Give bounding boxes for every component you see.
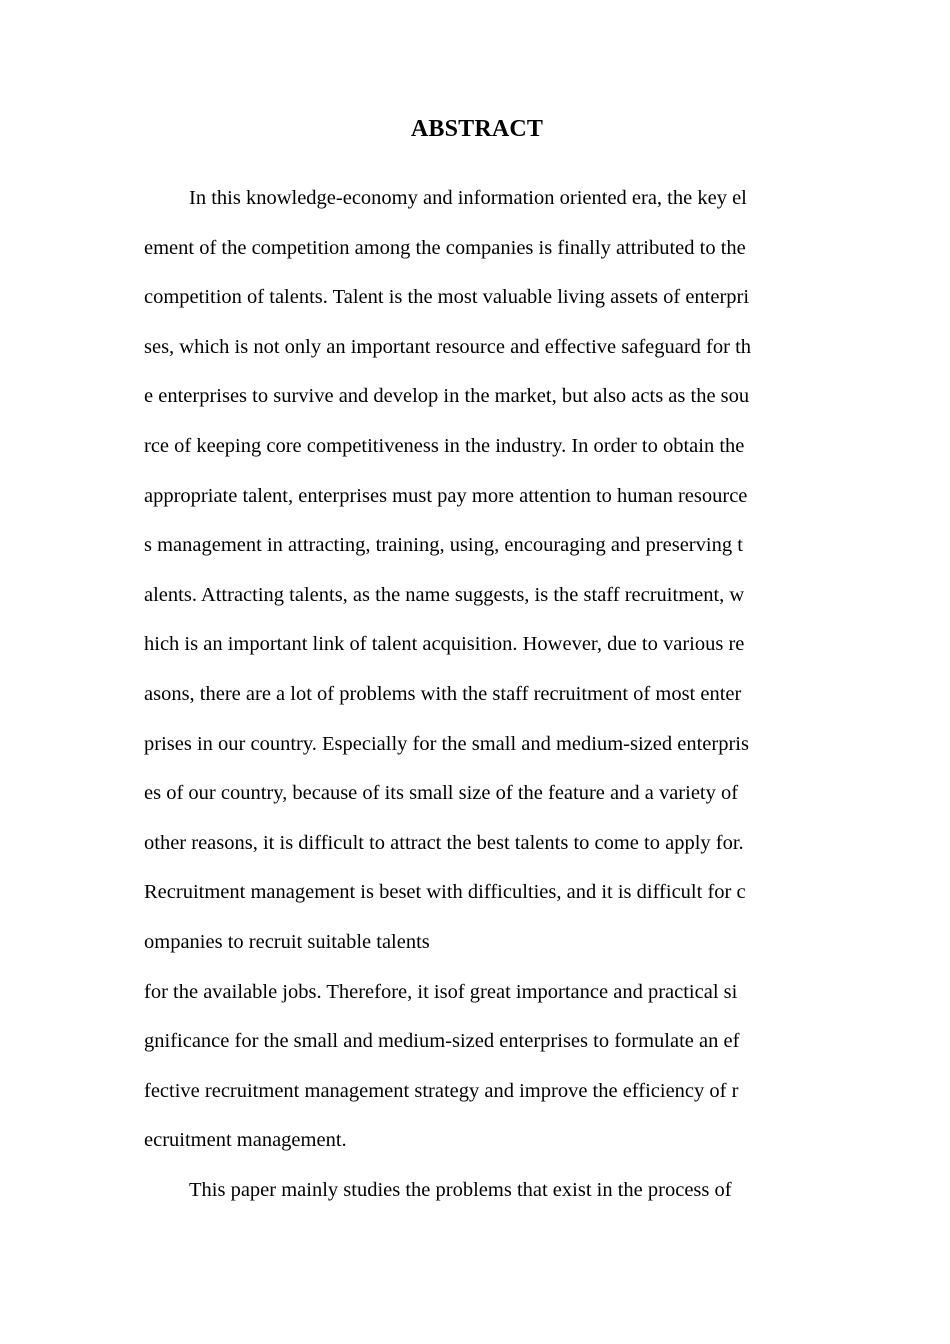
- paragraph-1-line-4: ses, which is not only an important resource and effective safeguard for th: [144, 335, 752, 358]
- paragraph-1-line-19: fective recruitment management strategy and improve the efficiency of r: [144, 1079, 739, 1102]
- paragraph-1-line-8: s management in attracting, training, using, encouraging and preserving t: [144, 534, 743, 557]
- paragraph-1-line-2: ement of the competition among the companies is finally attributed to the: [144, 236, 746, 259]
- paragraph-1-line-7: appropriate talent, enterprises must pay more attention to human resource: [144, 484, 748, 507]
- paragraph-2-line-1: This paper mainly studies the problems that exist in the process of: [189, 1178, 732, 1201]
- paragraph-1-line-5: e enterprises to survive and develop in the market, but also acts as the sou: [144, 385, 750, 408]
- paragraph-1-line-16: ompanies to recruit suitable talents: [144, 930, 430, 953]
- paragraph-1-line-14: other reasons, it is difficult to attract the best talents to come to apply for.: [144, 831, 744, 854]
- paragraph-1-line-15: Recruitment management is beset with difficulties, and it is difficult for c: [144, 881, 746, 904]
- paragraph-1-line-17: for the available jobs. Therefore, it isof great importance and practical si: [144, 980, 738, 1003]
- paragraph-1-line-3: competition of talents. Talent is the most valuable living assets of enterpri: [144, 286, 750, 309]
- paragraph-1-line-20: ecruitment management.: [144, 1129, 347, 1152]
- abstract-heading: ABSTRACT: [410, 116, 544, 142]
- paragraph-1-line-11: asons, there are a lot of problems with the staff recruitment of most enter: [144, 682, 742, 705]
- paragraph-1-line-18: gnificance for the small and medium-sized enterprises to formulate an ef: [144, 1030, 740, 1053]
- paragraph-1-line-1: In this knowledge-economy and information oriented era, the key el: [189, 187, 747, 209]
- paragraph-1-line-12: prises in our country. Especially for the small and medium-sized enterpris: [144, 732, 749, 755]
- abstract-body: [144, 182, 824, 1223]
- paragraph-1-line-6: rce of keeping core competitiveness in the industry. In order to obtain the: [144, 434, 745, 457]
- paragraph-1-line-9: alents. Attracting talents, as the name suggests, is the staff recruitment, w: [144, 583, 745, 606]
- paragraph-1-line-13: es of our country, because of its small size of the feature and a variety of: [144, 782, 739, 805]
- paragraph-1-line-10: hich is an important link of talent acquisition. However, due to various re: [144, 633, 745, 656]
